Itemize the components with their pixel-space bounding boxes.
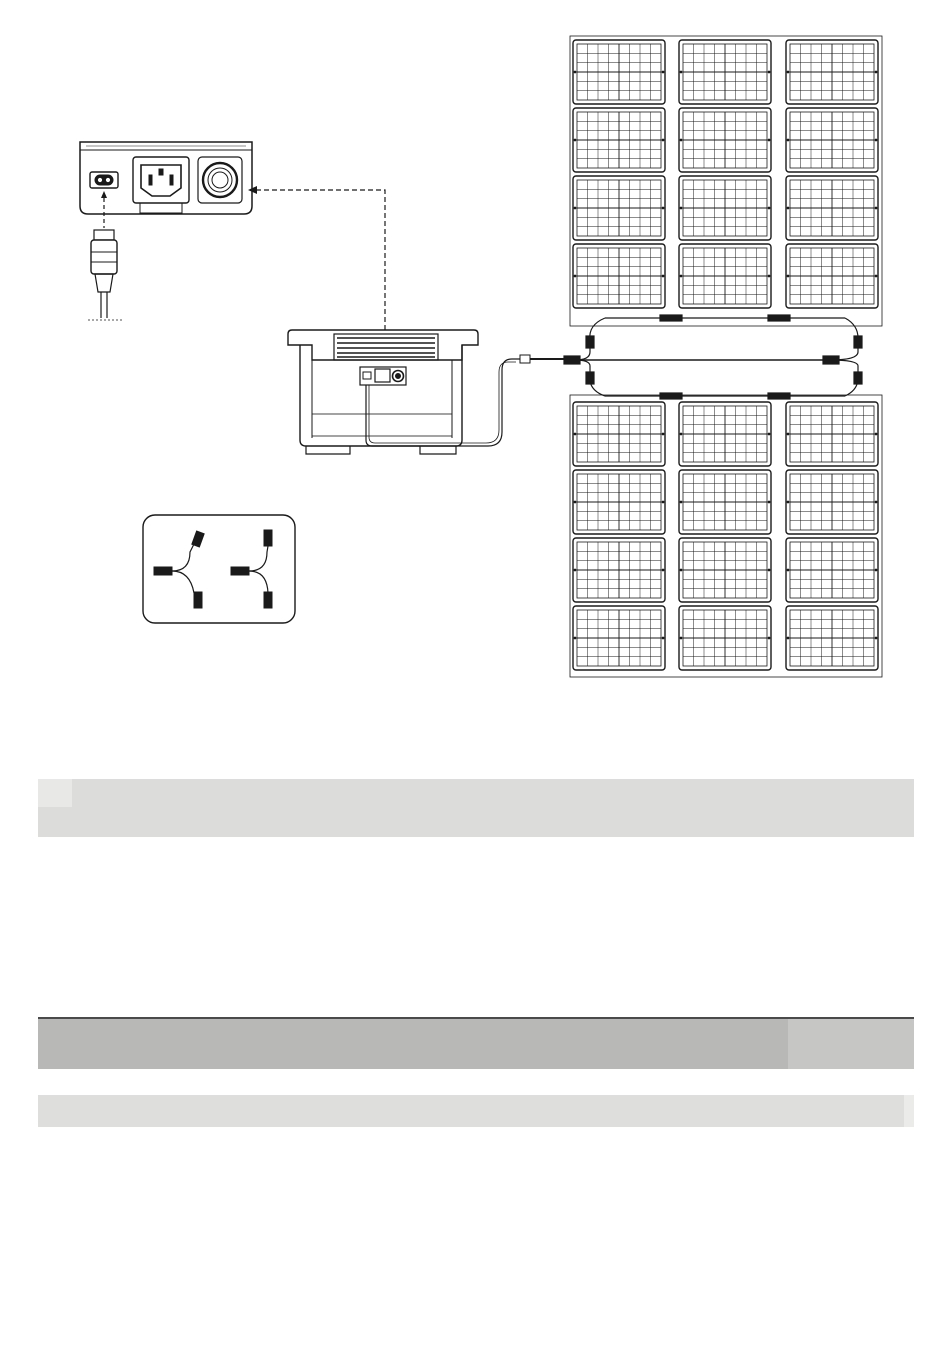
section-header-band-2-inner bbox=[38, 1019, 788, 1069]
section-header-band-3-edge bbox=[904, 1095, 914, 1127]
port-panel bbox=[80, 142, 252, 214]
section-header-band-1 bbox=[38, 779, 914, 837]
solar-wiring bbox=[564, 315, 862, 399]
power-station bbox=[288, 330, 478, 454]
zoom-pointer-dashed bbox=[255, 190, 385, 330]
dc-plug-icon bbox=[88, 230, 122, 320]
solar-array-upper bbox=[570, 36, 882, 326]
solar-extension-cable bbox=[366, 355, 564, 446]
section-header-band-2 bbox=[38, 1017, 914, 1069]
section-header-band-3 bbox=[38, 1095, 914, 1127]
inset-box bbox=[143, 515, 295, 623]
section-header-tab bbox=[38, 779, 72, 807]
solar-array-lower bbox=[570, 395, 882, 677]
